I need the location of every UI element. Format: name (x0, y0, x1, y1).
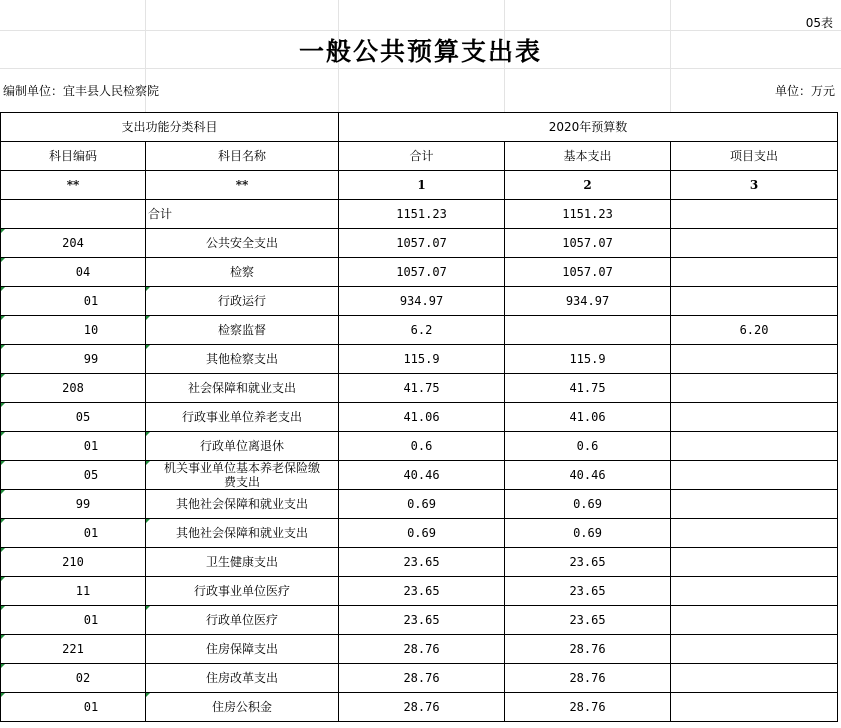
cell-name[interactable]: 行政运行 (146, 287, 339, 316)
page-title: 一般公共预算支出表 (298, 37, 542, 66)
cell-basic[interactable]: 41.06 (505, 403, 671, 432)
cell-total[interactable]: 28.76 (339, 693, 505, 722)
header-name[interactable]: 科目名称 (146, 142, 339, 171)
cell-total[interactable]: 0.6 (339, 432, 505, 461)
cell-name-text: 机关事业单位基本养老保险缴费支出 (163, 461, 320, 489)
cell-project[interactable]: 6.20 (671, 316, 838, 345)
cell-basic[interactable]: 1151.23 (505, 200, 671, 229)
table-row (1, 200, 838, 229)
table-row (1, 432, 838, 461)
cell-basic[interactable]: 23.65 (505, 606, 671, 635)
cell-code[interactable]: 221 (1, 635, 146, 664)
cell-code[interactable]: 99 (1, 490, 146, 519)
cell-code[interactable]: 01 (1, 606, 146, 635)
cell-basic[interactable]: 28.76 (505, 635, 671, 664)
cell-basic[interactable]: 115.9 (505, 345, 671, 374)
cell-name[interactable]: 检察监督 (146, 316, 339, 345)
cell-name[interactable]: 检察 (146, 258, 339, 287)
cell-project[interactable] (671, 345, 838, 374)
cell-basic[interactable]: 28.76 (505, 693, 671, 722)
cell-code[interactable]: 11 (1, 577, 146, 606)
cell-code[interactable] (1, 200, 146, 229)
cell-basic[interactable] (505, 316, 671, 345)
index-3[interactable]: 3 (671, 171, 838, 200)
cell-name[interactable]: 其他检察支出 (146, 345, 339, 374)
table-row (1, 229, 838, 258)
cell-basic[interactable]: 23.65 (505, 548, 671, 577)
cell-code[interactable]: 05 (1, 403, 146, 432)
header-total[interactable]: 合计 (339, 142, 505, 171)
cell-name[interactable]: 合计 (146, 200, 339, 229)
table-row (1, 548, 838, 577)
cell-name[interactable]: 公共安全支出 (146, 229, 339, 258)
cell-project[interactable] (671, 606, 838, 635)
cell-basic[interactable]: 934.97 (505, 287, 671, 316)
index-2[interactable]: 2 (505, 171, 671, 200)
table-body (1, 200, 838, 722)
cell-total[interactable]: 40.46 (339, 461, 505, 490)
cell-code[interactable]: 208 (1, 374, 146, 403)
table-row (1, 693, 838, 722)
cell-code[interactable]: 01 (1, 432, 146, 461)
cell-name[interactable]: 行政事业单位养老支出 (146, 403, 339, 432)
cell-project[interactable] (671, 693, 838, 722)
table-row (1, 258, 838, 287)
currency-unit: 单位：万元 (774, 84, 835, 98)
cell-name[interactable]: 其他社会保障和就业支出 (146, 519, 339, 548)
header-project[interactable]: 项目支出 (671, 142, 838, 171)
cell-name[interactable]: 住房改革支出 (146, 664, 339, 693)
index-code[interactable]: ** (1, 171, 146, 200)
gridline (0, 68, 841, 69)
cell-project[interactable] (671, 635, 838, 664)
cell-total[interactable]: 0.69 (339, 490, 505, 519)
cell-total[interactable]: 0.69 (339, 519, 505, 548)
cell-project[interactable] (671, 432, 838, 461)
cell-name[interactable]: 社会保障和就业支出 (146, 374, 339, 403)
header-basic[interactable]: 基本支出 (505, 142, 671, 171)
cell-total[interactable]: 28.76 (339, 664, 505, 693)
table-row (1, 519, 838, 548)
table-row (1, 345, 838, 374)
cell-total[interactable]: 6.2 (339, 316, 505, 345)
cell-code[interactable]: 04 (1, 258, 146, 287)
table-row (1, 374, 838, 403)
table-number: 05表 (805, 16, 833, 30)
cell-code[interactable]: 05 (1, 461, 146, 490)
cell-name[interactable] (146, 461, 339, 490)
cell-total[interactable]: 1057.07 (339, 229, 505, 258)
cell-project[interactable] (671, 461, 838, 490)
header-code[interactable]: 科目编码 (1, 142, 146, 171)
cell-project[interactable] (671, 200, 838, 229)
table-row (1, 461, 838, 490)
cell-name[interactable]: 行政事业单位医疗 (146, 577, 339, 606)
cell-basic[interactable]: 0.69 (505, 519, 671, 548)
cell-code[interactable]: 01 (1, 693, 146, 722)
cell-project[interactable] (671, 519, 838, 548)
header-row-index (1, 171, 838, 200)
cell-basic[interactable]: 28.76 (505, 664, 671, 693)
cell-total[interactable]: 28.76 (339, 635, 505, 664)
cell-total[interactable]: 23.65 (339, 548, 505, 577)
table-row (1, 403, 838, 432)
cell-basic[interactable]: 41.75 (505, 374, 671, 403)
cell-basic[interactable]: 1057.07 (505, 258, 671, 287)
cell-total[interactable]: 1057.07 (339, 258, 505, 287)
cell-total[interactable]: 934.97 (339, 287, 505, 316)
header-row-group (1, 113, 838, 142)
header-budget-year[interactable]: 2020年预算数 (339, 113, 838, 142)
cell-project[interactable] (671, 548, 838, 577)
index-name[interactable]: ** (146, 171, 339, 200)
header-function-class[interactable]: 支出功能分类科目 (1, 113, 339, 142)
cell-total[interactable]: 41.06 (339, 403, 505, 432)
cell-name[interactable]: 住房公积金 (146, 693, 339, 722)
table-row (1, 577, 838, 606)
cell-code[interactable]: 10 (1, 316, 146, 345)
cell-name[interactable]: 其他社会保障和就业支出 (146, 490, 339, 519)
cell-project[interactable] (671, 490, 838, 519)
cell-project[interactable] (671, 258, 838, 287)
cell-total[interactable]: 115.9 (339, 345, 505, 374)
table-row (1, 316, 838, 345)
cell-name[interactable]: 住房保障支出 (146, 635, 339, 664)
cell-code[interactable]: 01 (1, 287, 146, 316)
cell-name[interactable]: 行政单位离退休 (146, 432, 339, 461)
gridline (0, 30, 841, 31)
compiling-unit: 编制单位：宜丰县人民检察院 (3, 84, 160, 98)
cell-project[interactable] (671, 403, 838, 432)
cell-project[interactable] (671, 577, 838, 606)
cell-code[interactable]: 204 (1, 229, 146, 258)
cell-total[interactable]: 23.65 (339, 577, 505, 606)
cell-name[interactable]: 卫生健康支出 (146, 548, 339, 577)
cell-basic[interactable]: 1057.07 (505, 229, 671, 258)
cell-total[interactable]: 41.75 (339, 374, 505, 403)
cell-total[interactable]: 1151.23 (339, 200, 505, 229)
cell-code[interactable]: 210 (1, 548, 146, 577)
budget-table (0, 112, 838, 722)
cell-project[interactable] (671, 229, 838, 258)
table-row (1, 635, 838, 664)
cell-code[interactable]: 02 (1, 664, 146, 693)
cell-name[interactable]: 行政单位医疗 (146, 606, 339, 635)
cell-project[interactable] (671, 374, 838, 403)
cell-basic[interactable]: 0.69 (505, 490, 671, 519)
cell-total[interactable]: 23.65 (339, 606, 505, 635)
cell-project[interactable] (671, 664, 838, 693)
cell-basic[interactable]: 0.6 (505, 432, 671, 461)
table-row (1, 490, 838, 519)
header-row-columns (1, 142, 838, 171)
cell-basic[interactable]: 40.46 (505, 461, 671, 490)
index-1[interactable]: 1 (339, 171, 505, 200)
table-row (1, 664, 838, 693)
cell-basic[interactable]: 23.65 (505, 577, 671, 606)
cell-code[interactable]: 99 (1, 345, 146, 374)
cell-code[interactable]: 01 (1, 519, 146, 548)
table-row (1, 606, 838, 635)
cell-project[interactable] (671, 287, 838, 316)
table-row (1, 287, 838, 316)
